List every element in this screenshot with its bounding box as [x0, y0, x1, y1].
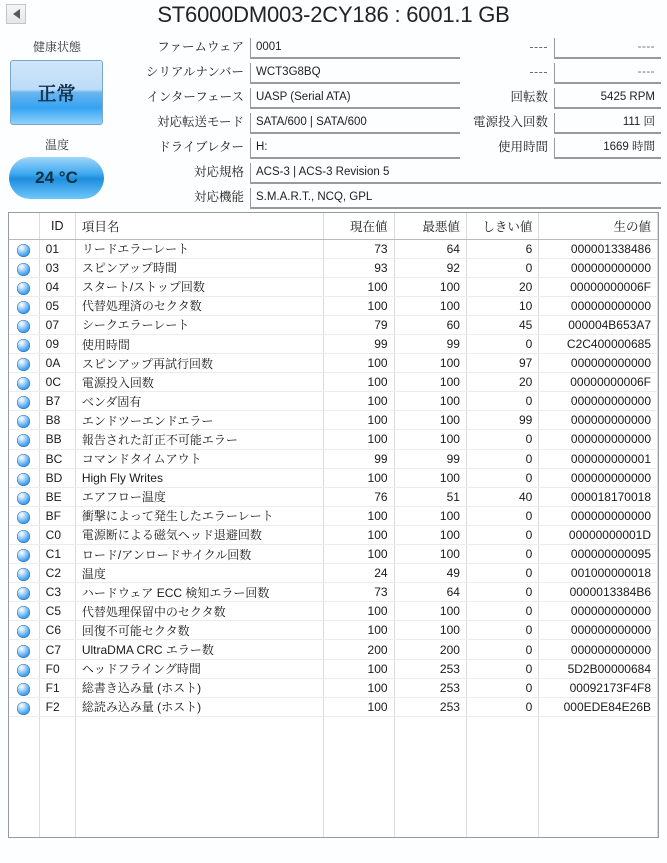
table-row[interactable]	[9, 277, 658, 296]
row-worst-value: 100	[394, 545, 466, 564]
row-id: C7	[39, 640, 75, 659]
row-id: BF	[39, 506, 75, 525]
status-good-circle-icon	[17, 568, 30, 581]
row-current-value: 100	[324, 525, 394, 544]
row-id: B7	[39, 392, 75, 411]
row-raw-value: 000000000000	[539, 411, 658, 430]
stat-value-unknown-1: ----	[554, 38, 661, 59]
status-good-circle-icon	[17, 664, 30, 677]
row-name: シークエラーレート	[75, 315, 323, 334]
row-worst-value: 100	[394, 277, 466, 296]
table-row[interactable]	[9, 602, 658, 621]
info-label-standard: 対応規格	[193, 165, 244, 179]
row-status-cell	[9, 449, 39, 468]
row-worst-value: 100	[394, 506, 466, 525]
row-threshold-value: 0	[466, 506, 538, 525]
info-label-features: 対応機能	[193, 190, 244, 204]
column-header-raw[interactable]: 生の値	[539, 213, 658, 239]
row-id: 0C	[39, 373, 75, 392]
row-raw-value: 5D2B00000684	[539, 659, 658, 678]
row-name: リードエラーレート	[75, 239, 323, 258]
table-row[interactable]	[9, 487, 658, 506]
info-row-serial-number	[110, 63, 460, 88]
temperature-badge[interactable]: 24 °C	[9, 157, 104, 199]
row-worst-value: 100	[394, 468, 466, 487]
column-header-threshold[interactable]: しきい値	[466, 213, 538, 239]
row-status-cell	[9, 468, 39, 487]
table-row[interactable]	[9, 392, 658, 411]
row-id: BB	[39, 430, 75, 449]
row-id: 03	[39, 258, 75, 277]
row-status-cell	[9, 315, 39, 334]
row-status-cell	[9, 525, 39, 544]
row-worst-value: 100	[394, 354, 466, 373]
column-header-status[interactable]	[9, 213, 39, 239]
row-threshold-value: 0	[466, 525, 538, 544]
stat-value-power-on-count: 111 回	[554, 113, 661, 134]
table-row[interactable]	[9, 525, 658, 544]
row-current-value: 100	[324, 506, 394, 525]
row-threshold-value: 99	[466, 411, 538, 430]
row-status-cell	[9, 296, 39, 315]
row-status-cell	[9, 621, 39, 640]
row-status-cell	[9, 659, 39, 678]
row-worst-value: 60	[394, 315, 466, 334]
row-raw-value: 00000000006F	[539, 277, 658, 296]
row-worst-value: 253	[394, 697, 466, 716]
row-id: F0	[39, 659, 75, 678]
row-threshold-value: 0	[466, 602, 538, 621]
row-name: エアフロー温度	[75, 487, 323, 506]
stat-value-unknown-2: ----	[554, 63, 661, 84]
stat-label-unknown-2: ----	[529, 65, 548, 79]
table-row[interactable]	[9, 545, 658, 564]
row-threshold-value: 0	[466, 468, 538, 487]
filler-cell	[324, 716, 394, 838]
row-current-value: 100	[324, 697, 394, 716]
row-worst-value: 64	[394, 583, 466, 602]
status-good-circle-icon	[17, 415, 30, 428]
temperature-label: 温度	[44, 138, 69, 152]
row-name: High Fly Writes	[75, 468, 323, 487]
drive-info-form	[110, 38, 460, 163]
row-id: 0A	[39, 354, 75, 373]
row-name: 電源投入回数	[75, 373, 323, 392]
row-id: C1	[39, 545, 75, 564]
info-label-transfer-mode: 対応転送モード	[156, 115, 244, 129]
status-good-circle-icon	[17, 301, 30, 314]
row-worst-value: 100	[394, 296, 466, 315]
table-row[interactable]	[9, 621, 658, 640]
row-current-value: 100	[324, 296, 394, 315]
row-worst-value: 100	[394, 392, 466, 411]
row-threshold-value: 0	[466, 583, 538, 602]
row-current-value: 99	[324, 449, 394, 468]
row-id: 01	[39, 239, 75, 258]
row-worst-value: 100	[394, 430, 466, 449]
row-status-cell	[9, 411, 39, 430]
row-worst-value: 100	[394, 602, 466, 621]
info-value-interface: UASP (Serial ATA)	[250, 88, 460, 109]
row-id: C3	[39, 583, 75, 602]
row-worst-value: 253	[394, 659, 466, 678]
row-current-value: 100	[324, 659, 394, 678]
filler-cell	[466, 716, 538, 838]
table-row[interactable]	[9, 411, 658, 430]
table-header	[9, 213, 658, 239]
stat-value-power-on-hours: 1669 時間	[554, 138, 661, 159]
status-good-circle-icon	[17, 244, 30, 257]
row-threshold-value: 10	[466, 296, 538, 315]
row-name: ベンダ固有	[75, 392, 323, 411]
row-name: 衝撃によって発生したエラーレート	[75, 506, 323, 525]
row-name: ロード/アンロードサイクル回数	[75, 545, 323, 564]
smart-attributes-table-container[interactable]	[8, 212, 659, 838]
page-title: ST6000DM003-2CY186 : 6001.1 GB	[157, 2, 510, 27]
row-status-cell	[9, 373, 39, 392]
row-current-value: 73	[324, 583, 394, 602]
row-id: BE	[39, 487, 75, 506]
status-good-circle-icon	[17, 473, 30, 486]
stat-label-power-on-hours: 使用時間	[497, 140, 548, 154]
row-current-value: 100	[324, 621, 394, 640]
row-worst-value: 99	[394, 334, 466, 353]
table-row[interactable]	[9, 334, 658, 353]
row-threshold-value: 0	[466, 678, 538, 697]
stat-row-power-on-hours	[462, 138, 661, 163]
row-name: コマンドタイムアウト	[75, 449, 323, 468]
table-row[interactable]	[9, 315, 658, 334]
row-name: UltraDMA CRC エラー数	[75, 640, 323, 659]
row-raw-value: 000000000095	[539, 545, 658, 564]
row-raw-value: 000000000000	[539, 296, 658, 315]
info-value-drive-letter: H:	[250, 138, 460, 159]
table-row[interactable]	[9, 468, 658, 487]
table-body	[9, 239, 658, 838]
table-row[interactable]	[9, 430, 658, 449]
status-good-circle-icon	[17, 625, 30, 638]
row-name: 使用時間	[75, 334, 323, 353]
row-worst-value: 200	[394, 640, 466, 659]
row-raw-value: 00000000006F	[539, 373, 658, 392]
row-worst-value: 100	[394, 373, 466, 392]
row-name: 回復不可能セクタ数	[75, 621, 323, 640]
table-row[interactable]	[9, 659, 658, 678]
row-raw-value: 000004B653A7	[539, 315, 658, 334]
status-good-circle-icon	[17, 434, 30, 447]
info-row-features	[110, 188, 661, 213]
row-raw-value: 000000000001	[539, 449, 658, 468]
row-raw-value: 000001338486	[539, 239, 658, 258]
row-threshold-value: 45	[466, 315, 538, 334]
info-value-transfer-mode: SATA/600 | SATA/600	[250, 113, 460, 134]
info-row-interface	[110, 88, 460, 113]
row-current-value: 79	[324, 315, 394, 334]
info-row-transfer-mode	[110, 113, 460, 138]
row-current-value: 24	[324, 564, 394, 583]
table-row[interactable]	[9, 239, 658, 258]
info-value-features: S.M.A.R.T., NCQ, GPL	[250, 188, 661, 209]
row-worst-value: 51	[394, 487, 466, 506]
row-id: 07	[39, 315, 75, 334]
row-status-cell	[9, 678, 39, 697]
status-good-circle-icon	[17, 511, 30, 524]
row-threshold-value: 40	[466, 487, 538, 506]
row-current-value: 76	[324, 487, 394, 506]
row-id: BC	[39, 449, 75, 468]
row-worst-value: 100	[394, 621, 466, 640]
row-id: 05	[39, 296, 75, 315]
row-status-cell	[9, 334, 39, 353]
row-status-cell	[9, 487, 39, 506]
filler-cell	[39, 716, 75, 838]
row-status-cell	[9, 640, 39, 659]
status-good-circle-icon	[17, 454, 30, 467]
health-status-badge[interactable]: 正常	[10, 60, 103, 125]
filler-cell	[75, 716, 323, 838]
info-label-firmware: ファームウェア	[157, 40, 244, 54]
table-row[interactable]	[9, 564, 658, 583]
status-good-circle-icon	[17, 396, 30, 409]
row-id: F1	[39, 678, 75, 697]
row-threshold-value: 0	[466, 392, 538, 411]
status-good-circle-icon	[17, 530, 30, 543]
stat-row-unknown-1	[462, 38, 661, 63]
row-current-value: 100	[324, 468, 394, 487]
smart-attributes-table	[9, 213, 658, 838]
row-status-cell	[9, 430, 39, 449]
stat-row-power-on-count	[462, 113, 661, 138]
row-name: 代替処理済のセクタ数	[75, 296, 323, 315]
row-raw-value: 000000000000	[539, 468, 658, 487]
row-current-value: 100	[324, 602, 394, 621]
row-id: C6	[39, 621, 75, 640]
row-threshold-value: 0	[466, 564, 538, 583]
table-header-row	[9, 213, 658, 239]
row-current-value: 100	[324, 430, 394, 449]
stat-label-unknown-1: ----	[529, 40, 548, 54]
row-raw-value: 000000000000	[539, 602, 658, 621]
row-name: 温度	[75, 564, 323, 583]
status-good-circle-icon	[17, 339, 30, 352]
row-threshold-value: 0	[466, 430, 538, 449]
row-name: スタート/ストップ回数	[75, 277, 323, 296]
row-current-value: 100	[324, 354, 394, 373]
column-header-name[interactable]: 項目名	[75, 213, 323, 239]
row-threshold-value: 6	[466, 239, 538, 258]
row-status-cell	[9, 602, 39, 621]
row-threshold-value: 0	[466, 621, 538, 640]
row-current-value: 100	[324, 411, 394, 430]
row-name: 総書き込み量 (ホスト)	[75, 678, 323, 697]
row-current-value: 93	[324, 258, 394, 277]
table-row[interactable]	[9, 506, 658, 525]
info-label-serial-number: シリアルナンバー	[145, 65, 244, 79]
column-header-id[interactable]: ID	[39, 213, 75, 239]
row-worst-value: 92	[394, 258, 466, 277]
row-status-cell	[9, 239, 39, 258]
row-status-cell	[9, 545, 39, 564]
row-id: C2	[39, 564, 75, 583]
info-row-standard	[110, 163, 661, 188]
row-name: 報告された訂正不可能エラー	[75, 430, 323, 449]
row-status-cell	[9, 583, 39, 602]
row-worst-value: 99	[394, 449, 466, 468]
info-value-serial-number: WCT3G8BQ	[250, 63, 460, 84]
column-header-current[interactable]: 現在値	[324, 213, 394, 239]
status-good-circle-icon	[17, 492, 30, 505]
stat-label-power-on-count: 電源投入回数	[472, 115, 548, 129]
row-name: 代替処理保留中のセクタ数	[75, 602, 323, 621]
stat-row-rotation-rate	[462, 88, 661, 113]
row-status-cell	[9, 354, 39, 373]
row-id: F2	[39, 697, 75, 716]
row-id: C5	[39, 602, 75, 621]
row-current-value: 100	[324, 373, 394, 392]
row-raw-value: 001000000018	[539, 564, 658, 583]
row-name: スピンアップ再試行回数	[75, 354, 323, 373]
row-current-value: 73	[324, 239, 394, 258]
row-worst-value: 64	[394, 239, 466, 258]
row-worst-value: 49	[394, 564, 466, 583]
status-good-circle-icon	[17, 263, 30, 276]
row-raw-value: 0000013384B6	[539, 583, 658, 602]
info-row-drive-letter	[110, 138, 460, 163]
status-good-circle-icon	[17, 606, 30, 619]
row-name: ハードウェア ECC 検知エラー回数	[75, 583, 323, 602]
info-label-drive-letter: ドライブレター	[158, 140, 244, 154]
table-row[interactable]	[9, 678, 658, 697]
stat-value-rotation-rate: 5425 RPM	[554, 88, 661, 109]
row-name: スピンアップ時間	[75, 258, 323, 277]
table-row[interactable]	[9, 354, 658, 373]
table-row[interactable]	[9, 373, 658, 392]
row-raw-value: 000000000000	[539, 392, 658, 411]
drive-stats-panel	[462, 38, 661, 163]
row-name: エンドツーエンドエラー	[75, 411, 323, 430]
info-value-standard: ACS-3 | ACS-3 Revision 5	[250, 163, 661, 184]
row-status-cell	[9, 258, 39, 277]
row-threshold-value: 0	[466, 697, 538, 716]
row-threshold-value: 0	[466, 545, 538, 564]
filler-cell	[539, 716, 658, 838]
row-threshold-value: 0	[466, 334, 538, 353]
status-good-circle-icon	[17, 282, 30, 295]
row-threshold-value: 20	[466, 277, 538, 296]
row-raw-value: 000000000000	[539, 430, 658, 449]
row-name: 電源断による磁気ヘッド退避回数	[75, 525, 323, 544]
row-current-value: 100	[324, 392, 394, 411]
row-raw-value: 00092173F4F8	[539, 678, 658, 697]
row-threshold-value: 0	[466, 640, 538, 659]
row-id: C0	[39, 525, 75, 544]
row-threshold-value: 20	[466, 373, 538, 392]
row-status-cell	[9, 697, 39, 716]
info-value-firmware: 0001	[250, 38, 460, 59]
row-current-value: 99	[324, 334, 394, 353]
row-current-value: 100	[324, 277, 394, 296]
row-name: ヘッドフライング時間	[75, 659, 323, 678]
row-raw-value: 000000000000	[539, 258, 658, 277]
row-raw-value: 00000000001D	[539, 525, 658, 544]
row-raw-value: C2C400000685	[539, 334, 658, 353]
row-raw-value: 000000000000	[539, 621, 658, 640]
health-status-label: 健康状態	[32, 40, 81, 54]
status-good-circle-icon	[17, 683, 30, 696]
table-filler-row	[9, 716, 658, 838]
row-worst-value: 253	[394, 678, 466, 697]
info-label-interface: インターフェース	[146, 90, 244, 104]
row-id: 04	[39, 277, 75, 296]
filler-cell	[9, 716, 39, 838]
stat-label-rotation-rate: 回転数	[510, 90, 548, 104]
column-header-worst[interactable]: 最悪値	[394, 213, 466, 239]
status-good-circle-icon	[17, 645, 30, 658]
row-worst-value: 100	[394, 411, 466, 430]
status-good-circle-icon	[17, 549, 30, 562]
row-id: 09	[39, 334, 75, 353]
row-status-cell	[9, 506, 39, 525]
status-good-circle-icon	[17, 587, 30, 600]
row-name: 総読み込み量 (ホスト)	[75, 697, 323, 716]
row-status-cell	[9, 392, 39, 411]
info-row-firmware	[110, 38, 460, 63]
row-worst-value: 100	[394, 525, 466, 544]
row-id: BD	[39, 468, 75, 487]
table-row[interactable]	[9, 640, 658, 659]
row-raw-value: 000EDE84E26B	[539, 697, 658, 716]
table-row[interactable]	[9, 449, 658, 468]
status-good-circle-icon	[17, 320, 30, 333]
row-raw-value: 000018170018	[539, 487, 658, 506]
row-raw-value: 000000000000	[539, 640, 658, 659]
table-row[interactable]	[9, 697, 658, 716]
status-good-circle-icon	[17, 358, 30, 371]
row-status-cell	[9, 564, 39, 583]
status-good-circle-icon	[17, 702, 30, 715]
row-current-value: 100	[324, 678, 394, 697]
row-threshold-value: 0	[466, 659, 538, 678]
row-current-value: 100	[324, 545, 394, 564]
row-threshold-value: 0	[466, 258, 538, 277]
row-current-value: 200	[324, 640, 394, 659]
stat-row-unknown-2	[462, 63, 661, 88]
row-threshold-value: 0	[466, 449, 538, 468]
row-raw-value: 000000000000	[539, 354, 658, 373]
table-row[interactable]	[9, 258, 658, 277]
row-raw-value: 000000000000	[539, 506, 658, 525]
row-status-cell	[9, 277, 39, 296]
filler-cell	[394, 716, 466, 838]
row-threshold-value: 97	[466, 354, 538, 373]
table-row[interactable]	[9, 583, 658, 602]
row-id: B8	[39, 411, 75, 430]
status-good-circle-icon	[17, 377, 30, 390]
table-row[interactable]	[9, 296, 658, 315]
